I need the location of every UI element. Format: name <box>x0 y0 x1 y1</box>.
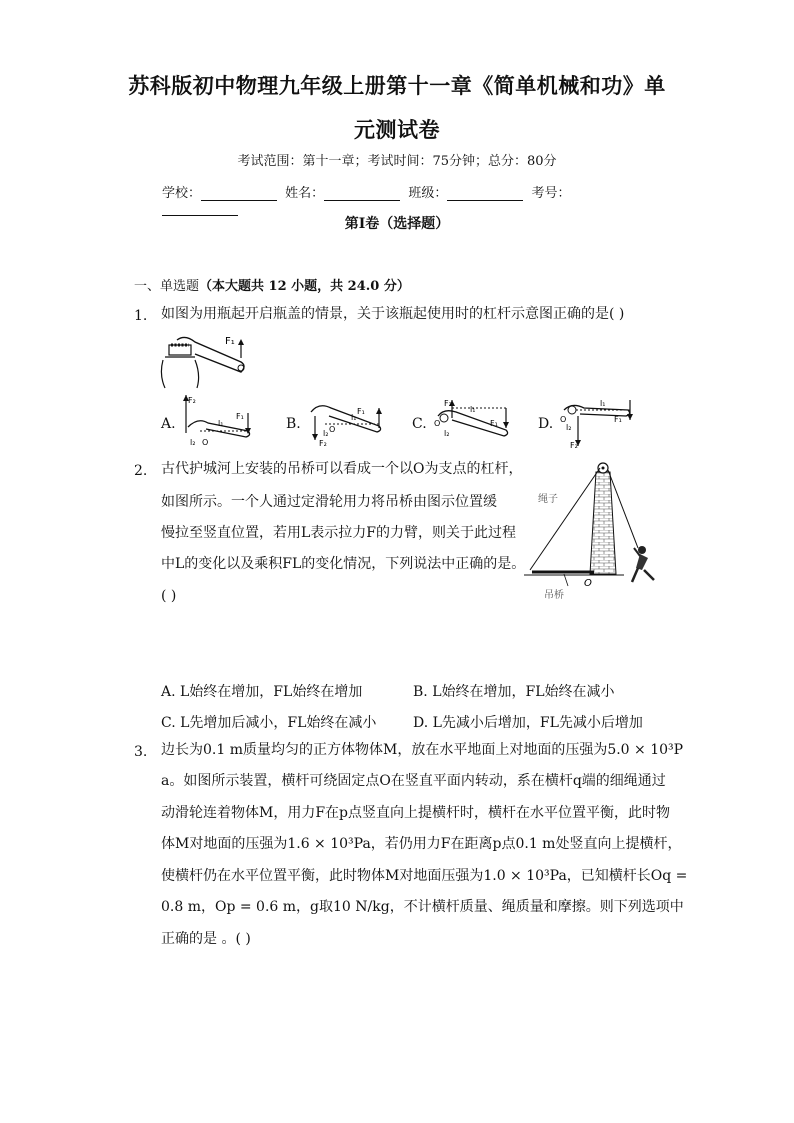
q1-option-c-label[interactable]: C. <box>412 416 427 432</box>
q3-line-5: 使横杆仍在水平位置平衡，此时物体M对地面压强为1.0 × 10³Pa，已知横杆长Oq = <box>161 868 688 884</box>
svg-text:l₂: l₂ <box>323 429 329 438</box>
q2-fig-rope-label: 绳子 <box>538 494 558 505</box>
q3-number: 3. <box>134 744 148 760</box>
class-label: 班级： <box>408 186 448 201</box>
q1-option-a-figure[interactable] <box>178 393 260 449</box>
exam-meta: 考试范围：第十一章；考试时间：75分钟；总分：80分 <box>237 154 557 169</box>
svg-text:F₂: F₂ <box>188 396 196 405</box>
svg-text:F₁: F₁ <box>614 415 622 424</box>
svg-text:F₂: F₂ <box>444 399 452 408</box>
q2-line-4: 中L的变化以及乘积FL的变化情况，下列说法中正确的是。 <box>161 556 526 572</box>
q2-option-b[interactable]: B. L始终在增加，FL始终在减小 <box>413 684 615 700</box>
svg-text:l₁: l₁ <box>351 413 357 422</box>
q1-fig-f1-label: F₁ <box>225 336 235 347</box>
q2-fig-pivot-label: O <box>584 578 592 589</box>
q1-option-b-label[interactable]: B. <box>286 416 301 432</box>
q1-option-c-figure[interactable] <box>430 396 516 448</box>
name-label: 姓名： <box>285 186 325 201</box>
q3-line-6: 0.8 m，Op = 0.6 m，g取10 N/kg，不计横杆质量、绳质量和摩擦。则下列选项中 <box>161 899 684 915</box>
name-blank[interactable] <box>324 187 400 201</box>
q3-line-7: 正确的是 。( ) <box>161 931 251 947</box>
q2-option-c[interactable]: C. L先增加后减小，FL始终在减小 <box>161 715 377 731</box>
q1-option-b-figure[interactable] <box>305 396 387 448</box>
exam-title-line1: 苏科版初中物理九年级上册第十一章《简单机械和功》单 <box>128 73 666 98</box>
svg-text:l₂: l₂ <box>190 438 196 447</box>
section-detail: （本大题共 12 小题，共 24.0 分） <box>199 279 410 294</box>
svg-text:O: O <box>202 438 209 447</box>
school-blank[interactable] <box>201 187 277 201</box>
svg-text:F₁: F₁ <box>490 419 498 428</box>
section-label: 一、单选题 <box>134 279 200 294</box>
number-label: 考号： <box>531 186 571 201</box>
q3-line-4: 体M对地面的压强为1.6 × 10³Pa，若仍用力F在距离p点0.1 m处竖直向上提横杆， <box>161 836 682 852</box>
q1-text: 如图为用瓶起开启瓶盖的情景，关于该瓶起使用时的杠杆示意图正确的是( ) <box>161 306 625 322</box>
section-heading <box>134 275 410 294</box>
q2-option-d[interactable]: D. L先减小后增加，FL先减小后增加 <box>413 715 643 731</box>
q2-fig-bridge-label: 吊桥 <box>544 590 564 601</box>
svg-text:l₁: l₁ <box>600 399 606 408</box>
student-info-row <box>162 182 642 216</box>
school-label: 学校： <box>162 186 202 201</box>
q2-line-2: 如图所示。一个人通过定滑轮用力将吊桥由图示位置缓 <box>161 494 497 510</box>
svg-text:l₂: l₂ <box>444 429 450 438</box>
q3-line-1: 边长为0.1 m质量均匀的正方体物体M，放在水平地面上对地面的压强为5.0 × 10³P <box>161 742 684 758</box>
q2-number: 2. <box>134 463 148 479</box>
q1-figure-bottle-opener <box>155 330 255 392</box>
svg-text:O: O <box>434 419 441 428</box>
svg-text:l₁: l₁ <box>218 419 224 428</box>
q1-option-d-figure[interactable] <box>556 396 638 452</box>
q1-option-d-label[interactable]: D. <box>538 416 554 432</box>
svg-text:F₂: F₂ <box>570 441 578 450</box>
volume-heading: 第Ⅰ卷（选择题） <box>344 216 450 232</box>
q2-figure-drawbridge <box>524 458 670 606</box>
svg-text:F₁: F₁ <box>236 412 244 421</box>
q1-option-a-label[interactable]: A. <box>161 416 176 432</box>
q3-line-2: a。如图所示装置，横杆可绕固定点O在竖直平面内转动，系在横杆q端的细绳通过 <box>161 773 666 789</box>
q2-line-1: 古代护城河上安装的吊桥可以看成一个以O为支点的杠杆， <box>161 461 523 477</box>
svg-text:l₂: l₂ <box>566 423 572 432</box>
svg-text:O: O <box>329 425 336 434</box>
q2-line-5: ( ) <box>161 588 177 604</box>
svg-text:O: O <box>560 415 567 424</box>
svg-text:l₁: l₁ <box>470 405 476 414</box>
class-blank[interactable] <box>447 187 523 201</box>
svg-text:F₁: F₁ <box>357 407 365 416</box>
q2-line-3: 慢拉至竖直位置，若用L表示拉力F的力臂，则关于此过程 <box>161 525 517 541</box>
q3-line-3: 动滑轮连着物体M，用力F在p点竖直向上提横杆时，横杆在水平位置平衡，此时物 <box>161 805 671 821</box>
svg-text:F₂: F₂ <box>319 439 327 448</box>
exam-title-line2: 元测试卷 <box>354 117 440 142</box>
q1-number: 1. <box>134 308 148 324</box>
q2-option-a[interactable]: A. L始终在增加，FL始终在增加 <box>161 684 363 700</box>
